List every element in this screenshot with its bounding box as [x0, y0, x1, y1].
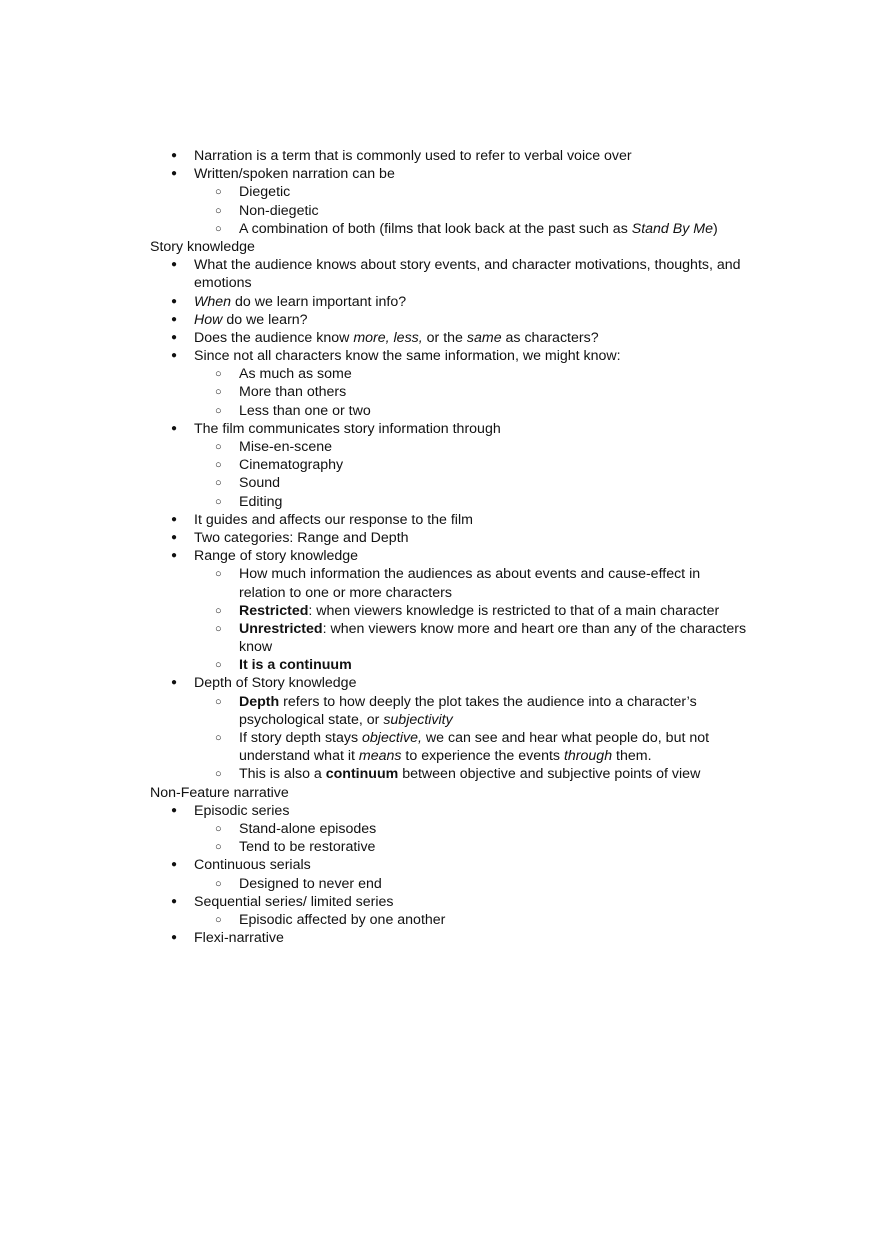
text-run: means [358, 748, 402, 765]
list-item [150, 474, 750, 492]
bullet-circle-icon: ○ [215, 204, 222, 217]
text-run: Stand By Me [631, 220, 713, 237]
list-item [150, 929, 750, 947]
section-heading [150, 784, 750, 802]
text-run: Diegetic [239, 184, 291, 201]
list-item [150, 256, 750, 274]
text-run: objective, [362, 730, 422, 746]
text-run: know [239, 639, 273, 656]
bullet-circle-icon: ○ [215, 877, 222, 890]
text-run: Episodic series [194, 802, 290, 819]
text-run: Two categories: Range and Depth [194, 529, 409, 546]
text-run: If story depth stays [239, 730, 363, 746]
text-run: same [466, 329, 502, 346]
list-item [150, 602, 750, 620]
text-run: do we learn important info? [231, 293, 407, 310]
bullet-disc-icon: ● [171, 422, 178, 434]
list-item [150, 620, 750, 638]
list-item [150, 220, 750, 238]
text-run: them. [612, 748, 652, 765]
bullet-disc-icon: ● [171, 677, 178, 689]
bullet-disc-icon: ● [171, 859, 178, 871]
text-run: Narration is a term that is commonly used to refer to verbal voice over [194, 148, 632, 164]
bullet-disc-icon: ● [171, 513, 178, 525]
text-run: understand what it [239, 748, 359, 765]
list-item [150, 402, 750, 420]
text-run: It is a continuum [239, 657, 352, 674]
bullet-circle-icon: ○ [215, 768, 222, 781]
list-item [150, 729, 750, 747]
list-item [150, 765, 750, 783]
bullet-circle-icon: ○ [215, 186, 222, 199]
list-item [150, 329, 750, 347]
list-item [150, 438, 750, 456]
bullet-circle-icon: ○ [215, 441, 222, 453]
bullet-circle-icon: ○ [215, 822, 222, 835]
text-run: Non-diegetic [239, 202, 319, 219]
list-item [150, 547, 750, 565]
bullet-circle-icon: ○ [215, 368, 222, 381]
bullet-circle-icon: ○ [215, 659, 222, 672]
list-item [150, 347, 750, 365]
list-item [150, 838, 750, 856]
text-run: Continuous serials [194, 857, 311, 874]
text-run: Written/spoken narration can be [194, 166, 395, 183]
list-item [150, 511, 750, 529]
text-run: relation to one or more characters [239, 584, 452, 601]
list-item [150, 674, 750, 692]
list-item [150, 529, 750, 547]
list-item [150, 202, 750, 220]
text-run: emotions [194, 275, 252, 292]
bullet-disc-icon: ● [171, 295, 178, 307]
text-run: Range of story knowledge [194, 548, 359, 565]
text-run: psychological state, or [239, 711, 384, 728]
list-item [150, 893, 750, 911]
bullet-disc-icon: ● [171, 168, 178, 180]
text-run: The film communicates story information through [194, 420, 501, 437]
text-run: Unrestricted [239, 620, 323, 637]
text-run: How much information the audiences as about events and cause-effect in [239, 566, 701, 583]
bullet-disc-icon: ● [171, 150, 178, 161]
text-run: ) [712, 220, 718, 237]
bullet-disc-icon: ● [171, 550, 178, 562]
text-run: Designed to never end [239, 875, 382, 892]
list-item [150, 365, 750, 383]
text-run: When [194, 293, 232, 310]
list-item [150, 820, 750, 838]
list-item [150, 456, 750, 474]
text-run: Since not all characters know the same information, we might know: [194, 348, 621, 365]
bullet-circle-icon: ○ [215, 622, 222, 635]
list-item [150, 311, 750, 329]
bullet-circle-icon: ○ [215, 495, 222, 508]
list-item [150, 693, 750, 711]
text-run: As much as some [239, 366, 352, 383]
text-run: refers to how deeply the plot takes the audience into a character’s [279, 693, 697, 710]
bullet-circle-icon: ○ [215, 477, 222, 490]
text-run: do we learn? [222, 311, 308, 328]
bullet-circle-icon: ○ [215, 222, 222, 235]
text-run: Story knowledge [150, 238, 255, 255]
text-run: It guides and affects our response to the film [194, 511, 473, 528]
text-run: Episodic affected by one another [239, 911, 446, 928]
bullet-circle-icon: ○ [215, 913, 222, 926]
text-run: How [194, 311, 223, 328]
text-run: Depth of Story knowledge [194, 675, 357, 692]
list-item [150, 274, 750, 292]
bullet-disc-icon: ● [171, 259, 178, 271]
bullet-circle-icon: ○ [215, 732, 222, 744]
text-run: Editing [239, 493, 283, 510]
bullet-circle-icon: ○ [215, 459, 222, 472]
text-run: : when viewers know more and heart ore than any of the characters [322, 620, 747, 637]
text-run: Does the audience know [194, 329, 354, 346]
section-heading [150, 238, 750, 256]
list-item [150, 911, 750, 929]
text-run: or the [422, 329, 467, 346]
text-run: between objective and subjective points of view [398, 766, 701, 783]
list-item [150, 584, 750, 602]
list-item [150, 165, 750, 183]
list-item [150, 183, 750, 201]
text-run: Less than one or two [239, 402, 371, 419]
text-run: to experience the events [401, 748, 564, 765]
text-run: : when viewers knowledge is restricted to that of a main character [308, 602, 720, 619]
text-run: Stand-alone episodes [239, 820, 377, 837]
text-run: Restricted [239, 602, 309, 619]
bullet-disc-icon: ● [171, 531, 178, 543]
text-run: continuum [325, 766, 399, 783]
bullet-disc-icon: ● [171, 350, 178, 362]
list-item [150, 293, 750, 311]
document-page [150, 147, 750, 947]
bullet-disc-icon: ● [171, 331, 178, 343]
list-item [150, 656, 750, 674]
list-item [150, 711, 750, 729]
bullet-circle-icon: ○ [215, 604, 222, 617]
text-run: What the audience knows about story events, and character motivations, thoughts, and [194, 257, 741, 274]
list-item [150, 856, 750, 874]
text-run: Mise-en-scene [239, 439, 333, 455]
text-run: more, less, [353, 329, 423, 346]
bullet-disc-icon: ● [171, 804, 178, 816]
text-run: Non-Feature narrative [150, 784, 289, 801]
text-run: Flexi-narrative [194, 930, 284, 947]
list-item [150, 875, 750, 893]
bullet-circle-icon: ○ [215, 695, 222, 708]
bullet-circle-icon: ○ [215, 841, 222, 854]
text-run: A combination of both (films that look back at the past such as [239, 220, 632, 237]
list-item [150, 565, 750, 583]
text-run: Sequential series/ limited series [194, 893, 394, 910]
text-run: as characters? [501, 329, 599, 346]
text-run: subjectivity [383, 711, 453, 728]
bullet-disc-icon: ● [171, 932, 178, 944]
bullet-disc-icon: ● [171, 313, 178, 325]
text-run: through [563, 748, 613, 765]
text-run: Tend to be restorative [239, 839, 376, 856]
text-run: Cinematography [239, 457, 344, 474]
text-run: Depth [239, 693, 280, 710]
text-run: This is also a [239, 766, 326, 783]
bullet-circle-icon: ○ [215, 568, 222, 581]
list-item [150, 420, 750, 438]
text-run: we can see and hear what people do, but not [421, 730, 710, 746]
text-run: More than others [239, 384, 347, 401]
list-item [150, 638, 750, 656]
text-run: Sound [239, 475, 281, 492]
list-item [150, 383, 750, 401]
bullet-circle-icon: ○ [215, 386, 222, 399]
list-item [150, 802, 750, 820]
list-item [150, 147, 750, 165]
bullet-disc-icon: ● [171, 895, 178, 907]
list-item [150, 747, 750, 765]
list-item [150, 493, 750, 511]
bullet-circle-icon: ○ [215, 404, 222, 417]
